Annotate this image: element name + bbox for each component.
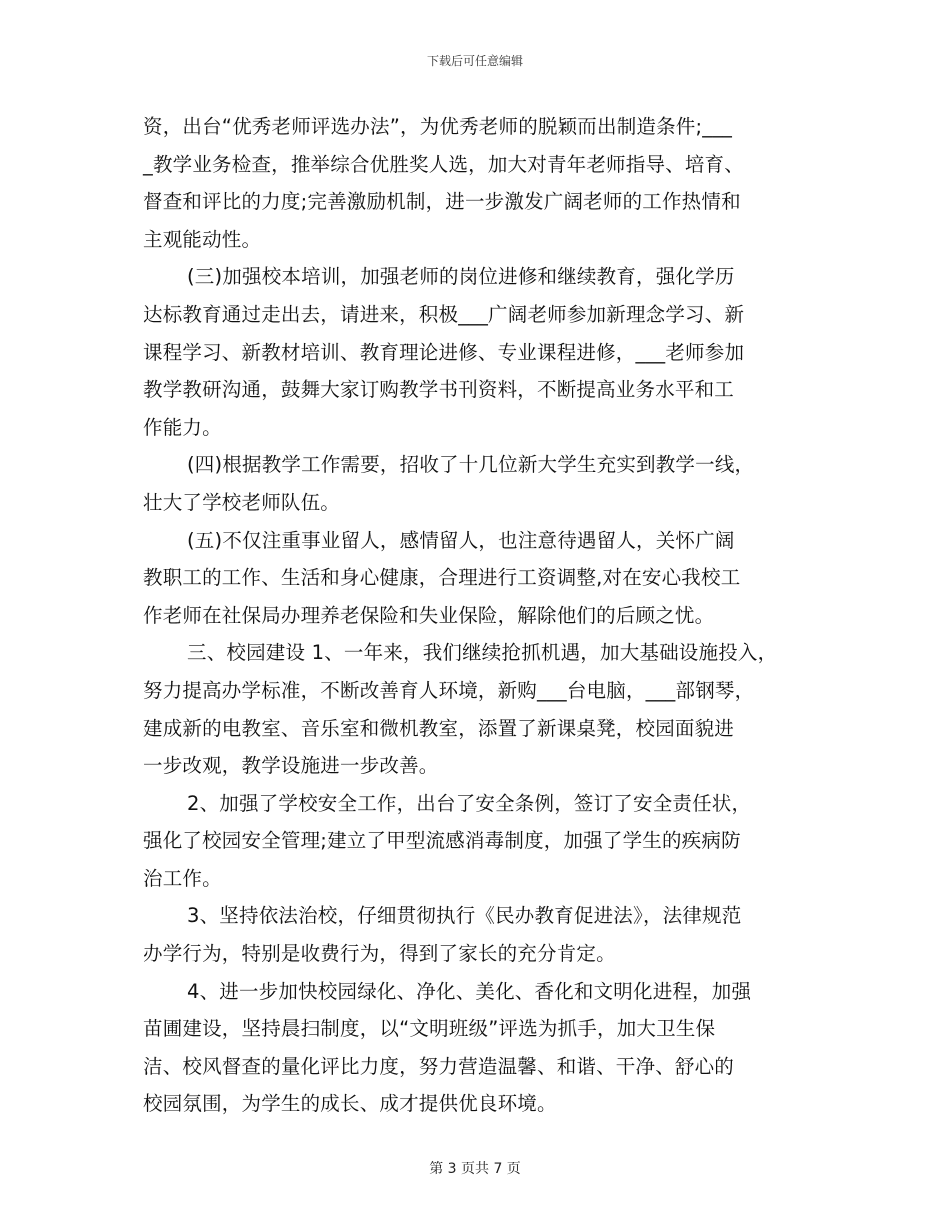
text-line: 三、校园建设 1、一年来，我们继续抢抓机遇，加大基础设施投入， [187, 641, 778, 665]
text-line: 3、坚持依法治校，仔细贯彻执行《民办教育促进法》，法律规范 [187, 904, 742, 928]
text-line: 资，出台“优秀老师评选办法”，为优秀老师的脱颖而出制造条件;___ [143, 115, 733, 138]
text-line: 2、加强了学校安全工作，出台了安全条例，签订了安全责任状， [187, 791, 752, 815]
text-line: 4、进一步加快校园绿化、净化、美化、香化和文明化进程，加强 [187, 979, 752, 1003]
text-line: 办学行为，特别是收费行为，得到了家长的充分肯定。 [143, 942, 616, 966]
text-line: 达标教育通过走出去，请进来，积极___广阔老师参加新理念学习、新 [143, 302, 745, 326]
text-line: 建成新的电教室、音乐室和微机教室，添置了新课桌凳，校园面貌进 [143, 716, 735, 740]
page-header: 下载后可任意编辑 [426, 54, 523, 68]
text-line: 治工作。 [143, 866, 222, 890]
text-line: 洁、校风督查的量化评比力度，努力营造温馨、和谐、干净、舒心的 [143, 1054, 735, 1078]
text-line: (四)根据教学工作需要，招收了十几位新大学生充实到教学一线， [187, 453, 755, 477]
text-line: 主观能动性。 [143, 227, 262, 251]
text-line: 教学教研沟通，鼓舞大家订购教学书刊资料，不断提高业务水平和工 [143, 378, 735, 402]
page-footer: 第 3 页共 7 页 [429, 1161, 521, 1177]
text-line: _教学业务检查，推举综合优胜奖人选，加大对青年老师指导、培育、 [143, 152, 744, 176]
text-line: 一步改观，教学设施进一步改善。 [143, 754, 439, 778]
text-line: 苗圃建设，坚持晨扫制度，以“文明班级”评选为抓手，加大卫生保 [143, 1017, 716, 1041]
document-body [143, 108, 833, 1123]
text-line: 作老师在社保局办理养老保险和失业保险，解除他们的后顾之忧。 [143, 603, 715, 627]
text-line: 课程学习、新教材培训、教育理论进修、专业课程进修，___老师参加 [143, 340, 745, 364]
text-line: 校园氛围，为学生的成长、成才提供优良环境。 [143, 1092, 557, 1116]
text-line: 教职工的工作、生活和身心健康，合理进行工资调整,对在安心我校工 [143, 566, 741, 590]
text-line: 壮大了学校老师队伍。 [143, 490, 341, 514]
text-line: 努力提高办学标准，不断改善育人环境，新购___台电脑，___部钢琴， [143, 678, 755, 702]
text-line: 作能力。 [143, 415, 222, 439]
text-line: 督查和评比的力度;完善激励机制，进一步激发广阔老师的工作热情和 [143, 190, 741, 214]
text-line: 强化了校园安全管理;建立了甲型流感消毒制度，加强了学生的疾病防 [143, 829, 741, 853]
text-line: (三)加强校本培训，加强老师的岗位进修和继续教育，强化学历 [187, 265, 735, 289]
text-line: (五)不仅注重事业留人，感情留人，也注意待遇留人，关怀广阔 [187, 528, 735, 552]
